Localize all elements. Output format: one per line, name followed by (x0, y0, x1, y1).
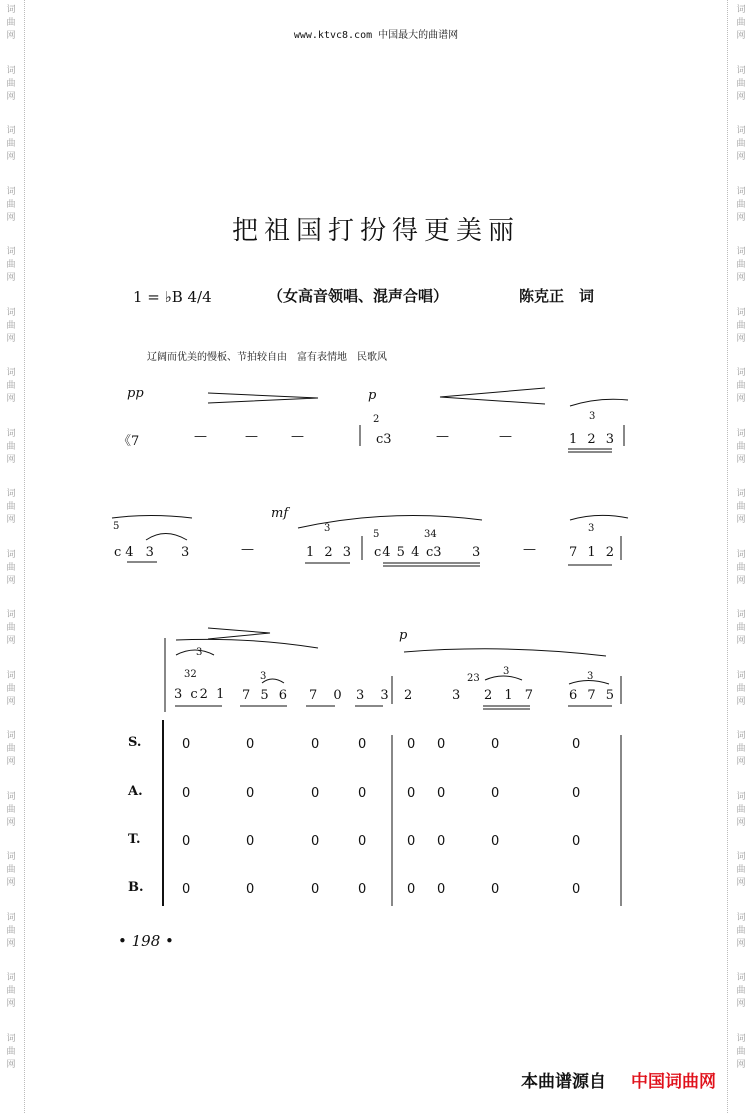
watermark-glyph: 网 (6, 31, 16, 41)
watermark-glyph: 词 (6, 428, 16, 439)
watermark-glyph: 曲 (6, 18, 16, 28)
system1-start-note: 《7 (118, 434, 140, 449)
voice-label: S. (128, 735, 142, 750)
voice-rest: 0 (182, 882, 191, 897)
system3-measure-1: 7 0 (309, 688, 348, 703)
watermark-glyph: 网 (6, 152, 16, 162)
system3-triplet-mark: 3 (196, 647, 203, 658)
watermark-glyph: 词 (736, 247, 746, 257)
watermark-glyph: 网 (736, 454, 746, 465)
hairpin-3 (208, 628, 270, 639)
watermark-glyph: 曲 (6, 381, 16, 391)
voice-rest: 0 (437, 737, 446, 752)
page-number: • 198 • (118, 932, 174, 950)
hairpin-2 (440, 388, 545, 404)
system1-note: c3 (376, 432, 392, 447)
voice-rest: 0 (407, 737, 416, 752)
voice-rest: 0 (358, 737, 367, 752)
watermark-glyph: 曲 (736, 260, 746, 270)
system2-triplet-mark-2: 3 (588, 523, 595, 534)
system3-group-2: 7 5 6 (242, 688, 291, 703)
hairpin-1 (208, 393, 318, 403)
watermark-glyph: 词 (736, 307, 746, 318)
watermark-glyph: 词 (736, 65, 746, 76)
voice-rest: 0 (491, 786, 500, 801)
watermark-glyph: 词 (736, 852, 746, 862)
system3-grace: 32 (184, 669, 197, 680)
watermark-glyph: 词 (6, 247, 16, 257)
watermark-glyph: 网 (6, 938, 16, 949)
watermark-glyph: 曲 (736, 320, 746, 331)
watermark-glyph: 曲 (736, 562, 746, 573)
slur-11 (485, 676, 522, 680)
key-signature: 1 = ♭B 4/4 (133, 288, 212, 306)
voice-rest: 0 (311, 786, 320, 801)
watermark-glyph: 网 (736, 515, 746, 525)
watermark-glyph: 网 (6, 212, 16, 223)
watermark-glyph: 词 (736, 1033, 746, 1044)
voice-rest: 0 (572, 834, 581, 849)
slur-4 (298, 516, 482, 529)
watermark-glyph: 曲 (736, 441, 746, 452)
watermark-glyph: 词 (736, 973, 746, 983)
slur-2 (112, 516, 192, 519)
watermark-glyph: 曲 (6, 744, 16, 754)
system2-triplet-1: 1 2 3 (306, 545, 355, 560)
watermark-glyph: 网 (6, 91, 16, 102)
watermark-glyph: 曲 (6, 1046, 16, 1057)
watermark-glyph: 曲 (6, 441, 16, 452)
footer-source: 本曲谱源自 (521, 1072, 606, 1092)
voice-rest: 0 (407, 834, 416, 849)
watermark-glyph: 曲 (736, 199, 746, 210)
watermark-glyph: 网 (736, 273, 746, 283)
watermark-glyph: 词 (6, 65, 16, 76)
watermark-glyph: 词 (6, 126, 16, 136)
watermark-glyph: 词 (6, 1033, 16, 1044)
watermark-glyph: 网 (736, 878, 746, 888)
watermark-glyph: 曲 (736, 925, 746, 936)
watermark-glyph: 曲 (6, 562, 16, 573)
slur-8 (176, 650, 214, 655)
watermark-glyph: 网 (736, 999, 746, 1009)
voice-rest: 0 (491, 834, 500, 849)
voice-rest: 0 (311, 834, 320, 849)
watermark-glyph: 词 (736, 428, 746, 439)
voice-label: A. (128, 784, 143, 799)
watermark-glyph: 词 (736, 126, 746, 136)
voice-rest: 0 (358, 882, 367, 897)
voice-rest: 0 (491, 737, 500, 752)
system1-triplet: 1 2 3 (569, 432, 618, 447)
system2-triplet-mark: 3 (324, 523, 331, 534)
voice-rest: 0 (358, 786, 367, 801)
system1-rest-2: — (245, 429, 258, 444)
watermark-glyph: 网 (6, 1059, 16, 1070)
watermark-glyph: 网 (6, 454, 16, 465)
dynamic-pp: pp (127, 386, 144, 401)
watermark-glyph: 词 (6, 307, 16, 318)
watermark-glyph: 曲 (736, 1046, 746, 1057)
song-title: 把祖国打扮得更美丽 (231, 216, 520, 246)
watermark-glyph: 词 (6, 791, 16, 802)
watermark-glyph: 曲 (6, 199, 16, 210)
watermark-glyph: 词 (736, 549, 746, 560)
watermark-glyph: 曲 (6, 986, 16, 996)
watermark-glyph: 网 (736, 31, 746, 41)
system2-rest-2: — (523, 542, 536, 557)
system1-rest-1: — (194, 429, 207, 444)
system1-grace-note: 2 (373, 414, 380, 425)
voice-rest: 0 (182, 834, 191, 849)
voice-label: B. (128, 880, 144, 895)
watermark-glyph: 词 (736, 610, 746, 620)
watermark-glyph: 网 (6, 757, 16, 767)
watermark-glyph: 词 (6, 5, 16, 15)
watermark-glyph: 网 (736, 636, 746, 646)
performance-note: （女高音领唱、混声合唱） (268, 287, 449, 305)
system2-grace-2: 5 (373, 529, 380, 540)
voice-rest: 0 (491, 882, 500, 897)
watermark-glyph: 词 (6, 912, 16, 923)
voice-rest: 0 (437, 882, 446, 897)
voice-rest: 0 (572, 737, 581, 752)
system2-group: c4 5 4 (374, 545, 421, 560)
watermark-glyph: 曲 (6, 78, 16, 89)
system2-note-3: c3 (426, 545, 442, 560)
watermark-glyph: 曲 (6, 502, 16, 512)
watermark-glyph: 网 (6, 696, 16, 707)
watermark-glyph: 网 (736, 817, 746, 828)
watermark-glyph: 网 (736, 333, 746, 344)
voice-rest: 0 (437, 786, 446, 801)
voice-rest: 0 (572, 882, 581, 897)
system2-notes: c4 3 (114, 545, 158, 560)
system1-rest-4: — (436, 429, 449, 444)
watermark-glyph: 曲 (6, 804, 16, 815)
slur-1 (570, 399, 628, 406)
watermark-glyph: 网 (736, 696, 746, 707)
watermark-glyph: 网 (6, 273, 16, 283)
watermark-glyph: 词 (6, 610, 16, 620)
system1-rest-3: — (291, 429, 304, 444)
watermark-glyph: 词 (736, 489, 746, 499)
slur-6 (176, 639, 318, 648)
watermark-glyph: 曲 (736, 986, 746, 996)
watermark-glyph: 曲 (736, 623, 746, 633)
lyricist-credit: 陈克正 词 (519, 287, 595, 305)
watermark-glyph: 网 (6, 999, 16, 1009)
voice-rest: 0 (182, 737, 191, 752)
watermark-glyph: 网 (736, 757, 746, 767)
watermark-glyph: 词 (736, 5, 746, 15)
system3-measure-4: 3 (452, 688, 461, 703)
watermark-glyph: 网 (736, 91, 746, 102)
dynamic-p-2: p (399, 628, 408, 643)
watermark-glyph: 网 (6, 575, 16, 586)
footer-brand: 中国词曲网 (631, 1072, 716, 1092)
watermark-glyph: 网 (736, 575, 746, 586)
site-header: www.ktvc8.com 中国最大的曲谱网 (293, 30, 459, 41)
system2-note: 3 (181, 545, 190, 560)
watermark-glyph: 词 (6, 731, 16, 741)
dynamic-mf: mf (271, 506, 289, 521)
system1-rest-5: — (499, 429, 512, 444)
watermark-glyph: 曲 (6, 925, 16, 936)
watermark-glyph: 曲 (6, 320, 16, 331)
slur-7 (404, 649, 606, 656)
watermark-glyph: 曲 (736, 683, 746, 694)
watermark-glyph: 曲 (736, 381, 746, 391)
slur-3 (146, 534, 187, 541)
watermark-glyph: 曲 (6, 683, 16, 694)
watermark-glyph: 词 (6, 186, 16, 197)
voice-rest: 0 (358, 834, 367, 849)
voice-rest: 0 (311, 882, 320, 897)
system2-rest: — (241, 542, 254, 557)
slur-9 (262, 679, 284, 683)
watermark-glyph: 曲 (736, 865, 746, 875)
watermark-glyph: 词 (736, 731, 746, 741)
watermark-glyph: 曲 (736, 18, 746, 28)
system3-group-3: 2 1 7 (484, 688, 538, 703)
watermark-glyph: 网 (736, 938, 746, 949)
watermark-glyph: 词 (736, 368, 746, 378)
watermark-glyph: 词 (736, 791, 746, 802)
watermark-glyph: 曲 (736, 139, 746, 149)
voice-rest: 0 (407, 882, 416, 897)
voice-rest: 0 (311, 737, 320, 752)
system2-grace-note: 5 (113, 521, 120, 532)
system2-note-4: 3 (472, 545, 481, 560)
watermark-glyph: 网 (6, 817, 16, 828)
watermark-glyph: 词 (736, 670, 746, 681)
watermark-glyph: 网 (6, 878, 16, 888)
system2-triplet-2: 7 1 2 (569, 545, 618, 560)
watermark-glyph: 词 (6, 670, 16, 681)
voice-rest: 0 (246, 737, 255, 752)
watermark-glyph: 网 (6, 394, 16, 404)
watermark-glyph: 词 (6, 973, 16, 983)
watermark-glyph: 词 (736, 186, 746, 197)
system3-measure-3: 2 (404, 688, 413, 703)
watermark-glyph: 网 (736, 152, 746, 162)
watermark-glyph: 曲 (6, 865, 16, 875)
slur-5 (570, 515, 628, 520)
watermark-glyph: 曲 (6, 260, 16, 270)
watermark-glyph: 词 (6, 489, 16, 499)
watermark-glyph: 曲 (736, 744, 746, 754)
tempo-marking: 辽阔而优美的慢板、节拍较自由 富有表情地 民歌风 (147, 352, 387, 363)
system3-triplet-mark-2: 3 (260, 671, 267, 682)
system2-grace-3: 34 (424, 529, 437, 540)
voice-rest: 0 (246, 834, 255, 849)
watermark-glyph: 词 (6, 549, 16, 560)
watermark-glyph: 词 (6, 368, 16, 378)
watermark-glyph: 网 (6, 333, 16, 344)
watermark-glyph: 词 (6, 852, 16, 862)
voice-rest: 0 (572, 786, 581, 801)
voice-rest: 0 (182, 786, 191, 801)
watermark-glyph: 网 (736, 394, 746, 404)
voice-label: T. (128, 832, 141, 847)
watermark-glyph: 曲 (736, 78, 746, 89)
watermark-glyph: 网 (736, 212, 746, 223)
system3-group: 3 c2 1 (174, 687, 227, 702)
watermark-glyph: 网 (6, 636, 16, 646)
system3-triplet-mark-4: 3 (587, 671, 594, 682)
watermark-glyph: 曲 (736, 804, 746, 815)
watermark-glyph: 词 (736, 912, 746, 923)
watermark-glyph: 网 (6, 515, 16, 525)
voice-rest: 0 (246, 786, 255, 801)
watermark-glyph: 曲 (6, 623, 16, 633)
slur-10 (569, 681, 609, 685)
system3-measure-2: 3 3 (356, 688, 395, 703)
watermark-glyph: 网 (736, 1059, 746, 1070)
system3-group-4: 6 7 5 (569, 688, 618, 703)
watermark-glyph: 曲 (736, 502, 746, 512)
system3-triplet-mark-3: 3 (503, 666, 510, 677)
voice-rest: 0 (437, 834, 446, 849)
voice-rest: 0 (246, 882, 255, 897)
voice-rest: 0 (407, 786, 416, 801)
watermark-glyph: 曲 (6, 139, 16, 149)
system1-triplet-mark: 3 (589, 411, 596, 422)
system3-grace-2: 23 (467, 673, 480, 684)
dynamic-p: p (368, 388, 377, 403)
